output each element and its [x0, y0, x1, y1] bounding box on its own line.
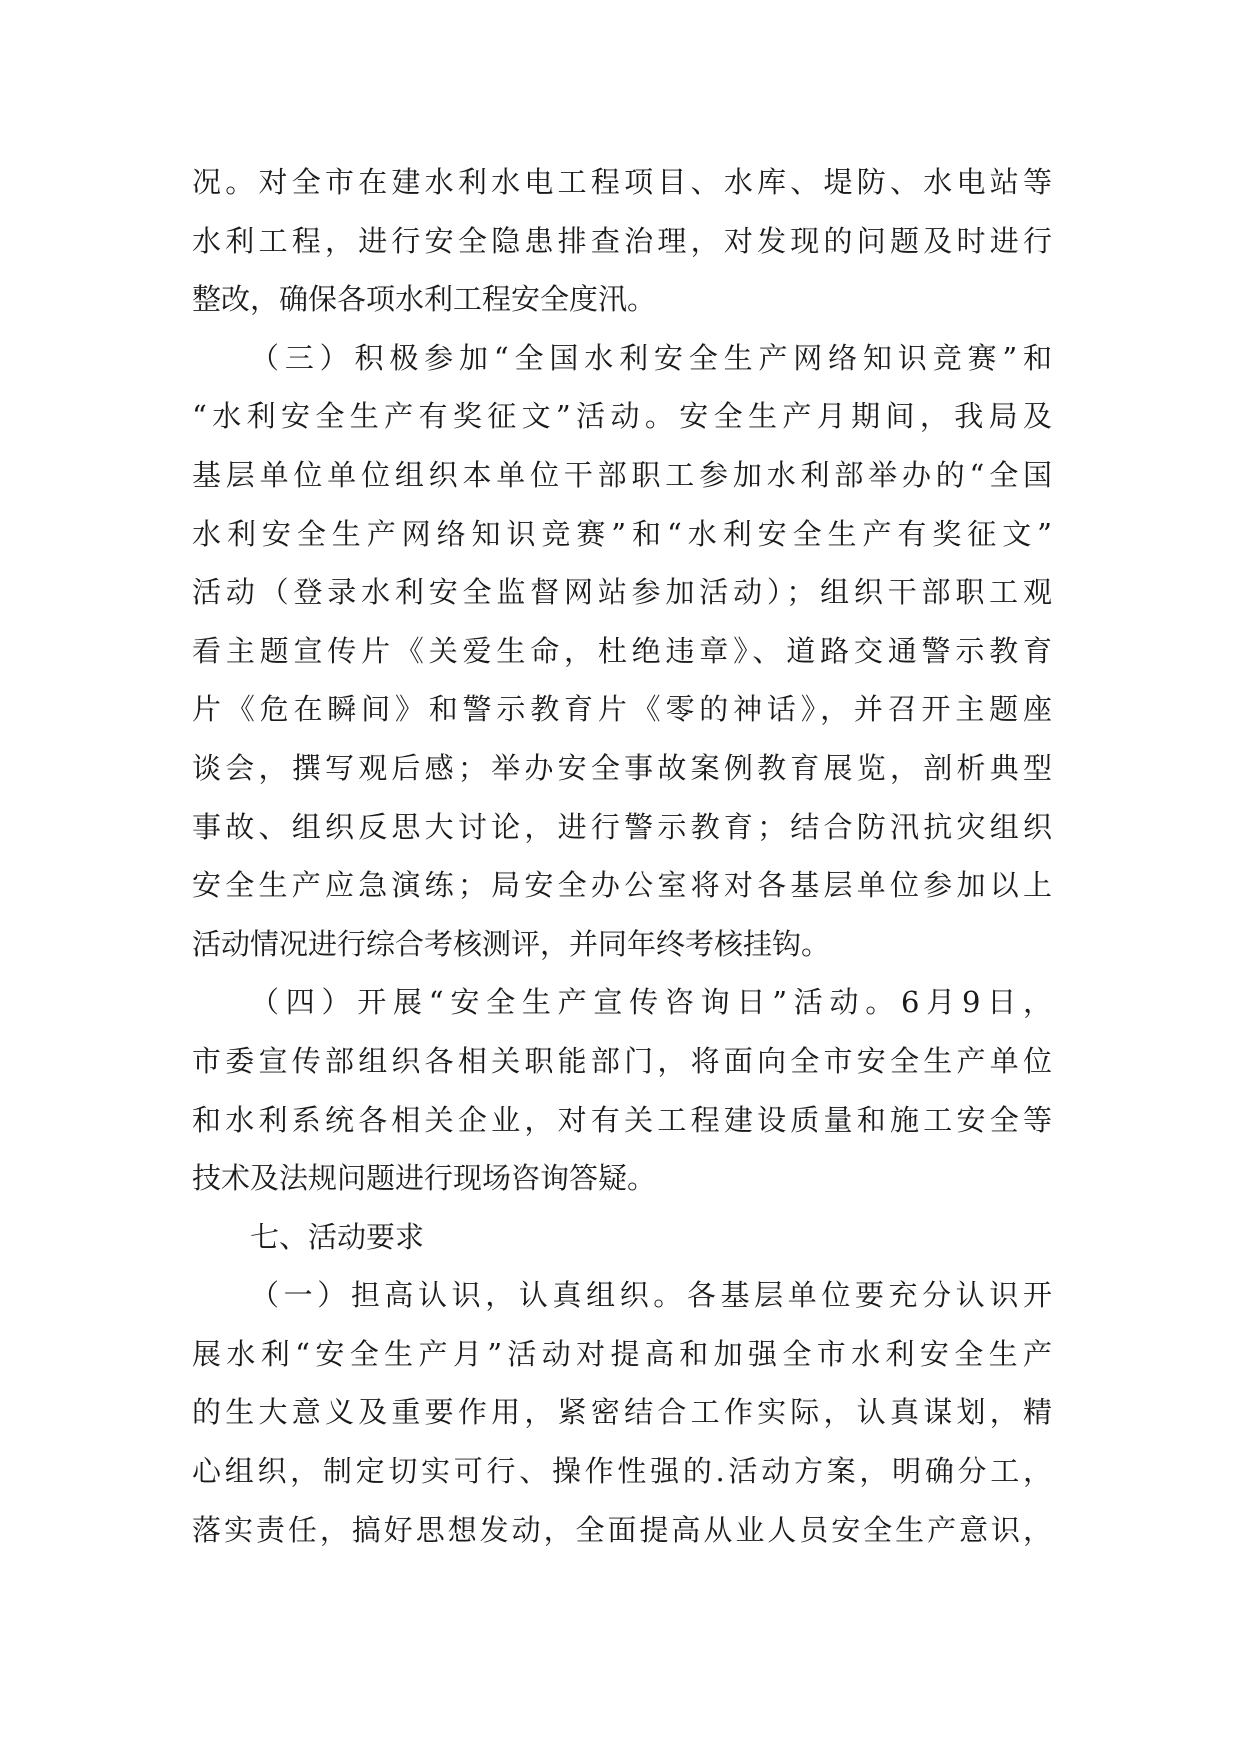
text-line: （一）担高认识，认真组织。各基层单位要充分认识开	[250, 1278, 1052, 1313]
text-line: 市委宣传部组织各相关职能部门，将面向全市安全生产单位	[192, 1043, 1052, 1078]
text-line: 看主题宣传片《关爱生命，杜绝违章》、道路交通警示教育	[192, 633, 1052, 668]
text-line: 展水利“安全生产月”活动对提高和加强全市水利安全生产	[192, 1336, 1052, 1371]
text-line: 的生大意义及重要作用，紧密结合工作实际，认真谋划，精	[192, 1395, 1052, 1430]
text-line: 水利安全生产网络知识竞赛”和“水利安全生产有奖征文”	[192, 516, 1052, 551]
text-line: 心组织，制定切实可行、操作性强的.活动方案，明确分工，	[192, 1454, 1052, 1489]
text-line: 况。对全市在建水利水电工程项目、水库、堤防、水电站等	[192, 165, 1052, 199]
text-line: 基层单位单位组织本单位干部职工参加水利部举办的“全国	[192, 457, 1052, 492]
text-line: 水利工程，进行安全隐患排查治理，对发现的问题及时进行	[192, 223, 1052, 258]
text-line: 和水利系统各相关企业，对有关工程建设质量和施工安全等	[192, 1102, 1052, 1137]
text-line: 落实责任，搞好思想发动，全面提高从业人员安全生产意识，	[192, 1512, 1052, 1547]
text-line: 谈会，撰写观后感；举办安全事故案例教育展览，剖析典型	[192, 750, 1052, 785]
text-line: 技术及法规问题进行现场咨询答疑。	[192, 1161, 657, 1196]
text-line: 整改，确保各项水利工程安全度汛。	[192, 282, 657, 317]
text-line: 活动情况进行综合考核测评，并同年终考核挂钩。	[192, 926, 831, 961]
text-line: 安全生产应急演练；局安全办公室将对各基层单位参加以上	[192, 868, 1052, 903]
text-line: 片《危在瞬间》和警示教育片《零的神话》，并召开主题座	[192, 692, 1052, 727]
text-line: 活动（登录水利安全监督网站参加活动）；组织干部职工观	[192, 575, 1052, 610]
text-line: 事故、组织反思大讨论，进行警示教育；结合防汛抗灾组织	[192, 809, 1052, 844]
text-line: 七、活动要求	[250, 1219, 425, 1254]
body-text	[192, 153, 1052, 1559]
text-line: “水利安全生产有奖征文”活动。安全生产月期间，我局及	[192, 399, 1052, 434]
text-line: （三）积极参加“全国水利安全生产网络知识竞赛”和	[250, 340, 1052, 375]
text-line: （四）开展“安全生产宣传咨询日”活动。6月9日，	[250, 985, 1052, 1020]
